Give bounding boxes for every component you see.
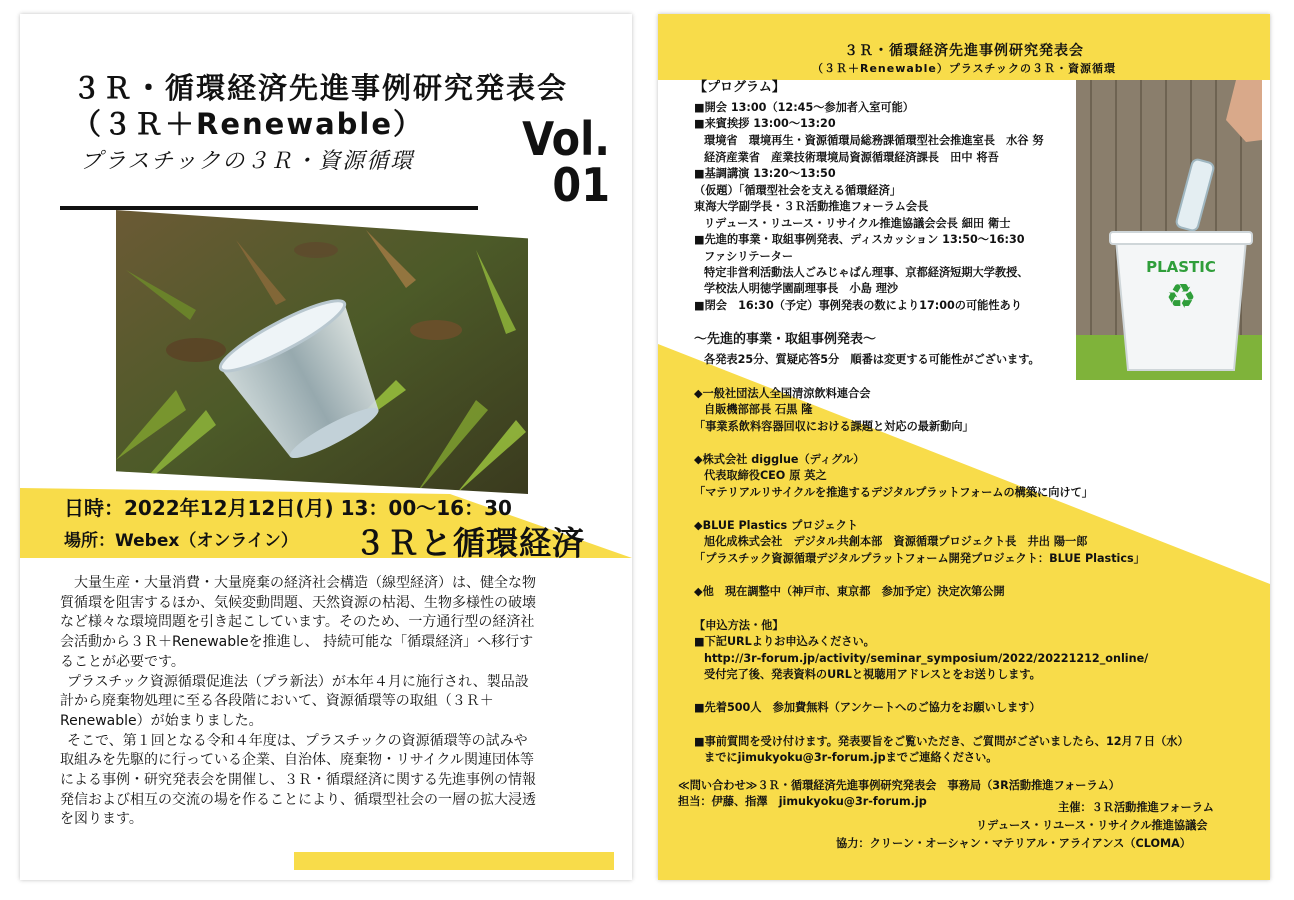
intro-line: による事例・研究発表会を開催し、３Ｒ・循環経済に関する先進事例の情報 [60,772,536,789]
cooperation-line [836,836,1191,851]
event-title: ３Ｒ・循環経済先進事例研究発表会 [72,71,569,105]
coop-name: クリーン・オーシャン・マテリアル・アライアンス（CLOMA） [869,837,1191,850]
host-label: 主催： [1058,801,1092,814]
intro-line: 会活動から３Ｒ＋Renewableを推進し、 持続可能な「循環経済」へ移行す [60,634,534,651]
intro-line: ることが必要です。 [60,653,185,670]
volume-badge [520,112,610,212]
apply-title: 【申込方法・他】 [694,619,784,632]
program-item: ■先進的事業・取組事例発表、ディスカッション 13:50〜16:30 [694,233,1025,246]
host-name-2: リデュース・リユース・リサイクル推進協議会 [976,819,1208,832]
program-item: ■基調講演 13:20〜13:50 [694,167,836,180]
program-item: 学校法人明徳学園副理事長 小島 理沙 [704,282,899,295]
program-item: 環境省 環境再生・資源循環局総務課循環型社会推進室長 水谷 努 [704,134,1044,147]
fee-info: ■先着500人 参加費無料（アンケートへのご協力をお願いします） [694,701,1041,714]
program-item: ■来賓挨拶 13:00〜13:20 [694,117,836,130]
case-1-title: 「事業系飲料容器回収における課題と対応の最新動向」 [694,420,974,433]
case-3-title: 「プラスチック資源循環デジタルプラットフォーム開発プロジェクト：BLUE Plastics」 [694,552,1145,565]
volume-label: Vol. [522,112,610,166]
intro-line: 計から廃棄物処理に至る各段階において、資源循環等の取組（３Ｒ＋ [60,693,494,710]
plastic-label: PLASTIC [1146,258,1216,276]
program-item: ■開会 13:00（12:45〜参加者入室可能） [694,101,914,114]
intro-line: 発信および相互の交流の場を作ることにより、循環型社会の一層の拡大浸透 [60,791,536,808]
plastic-cup-photo [116,210,528,494]
case-2-org: ◆株式会社 digglue（ディグル） [694,453,865,466]
cases-title: 〜先進的事業・取組事例発表〜 [694,332,877,347]
intro-line: プラスチック資源循環促進法（プラ新法）が本年４月に施行され、製品設 [67,673,529,690]
intro-line: Renewable）が始まりました。 [60,712,263,729]
case-1-org: ◆一般社団法人全国清涼飲料連合会 [694,387,871,400]
event-venue: 場所：Webex（オンライン） [64,531,298,551]
program-item: ファシリテーター [704,250,794,263]
case-4-note: ◆他 現在調整中（神戸市、東京都 参加予定）決定次第公開 [694,585,1005,598]
program-title: 【プログラム】 [694,80,785,95]
coop-label: 協力： [836,837,870,850]
event-date: 日時：2022年12月12日(月) 13：00〜16：30 [64,496,512,520]
program-header-title: ３Ｒ・循環経済先進事例研究発表会 [844,43,1084,59]
intro-line: 大量生産・大量消費・大量廃棄の経済社会構造（線型経済）は、健全な物 [74,575,536,591]
intro-line: 取組みを先駆的に行っている企業、自治体、廃棄物・リサイクル関連団体等 [60,752,535,769]
question-info-2: までにjimukyoku@3r-forum.jpまでご連絡ください。 [704,751,998,764]
apply-url[interactable]: http://3r-forum.jp/activity/seminar_symposium/2022/20221212_online/ [704,652,1149,665]
slogan: ３Ｒと循環経済 [354,524,586,562]
case-2-title: 「マテリアルリサイクルを推進するデジタルプラットフォームの構築に向けて」 [694,486,1093,499]
program-item: 特定非営利活動法人ごみじゃぱん理事、京都経済短期大学教授、 [704,266,1029,279]
apply-instruction: ■下記URLよりお申込みください。 [694,635,875,648]
program-item: 経済産業省 産業技術環境局資源循環経済課長 田中 将吾 [704,151,999,164]
program-item: （仮題）「循環型社会を支える循環経済」 [694,184,901,197]
case-1-speaker: 自販機部部長 石黒 隆 [704,403,813,416]
plastic-bin-photo [1076,80,1262,380]
program-item: リデュース・リユース・リサイクル推進協議会会長 細田 衛士 [704,217,1011,230]
apply-note: 受付完了後、発表資料のURLと視聴用アドレスとをお送りします。 [704,668,1041,681]
program-header-subtitle: （３Ｒ＋Renewable）プラスチックの３Ｒ・資源循環 [811,62,1117,75]
footer-accent-bar [294,852,614,870]
case-3-org: ◆BLUE Plastics プロジェクト [694,519,858,532]
intro-text [60,574,600,830]
case-3-speaker: 旭化成株式会社 デジタル共創本部 資源循環プロジェクト長 井出 陽一郎 [704,535,1088,548]
contact-line: ≪問い合わせ≫３Ｒ・循環経済先進事例研究発表会 事務局（3R活動推進フォーラム） [678,779,1120,792]
volume-number: 01 [552,158,610,212]
title-divider [60,206,478,210]
host-name: ３Ｒ活動推進フォーラム [1091,801,1214,814]
program-item: 東海大学副学長・３Ｒ活動推進フォーラム会長 [694,200,929,213]
host-line [1058,800,1214,815]
event-theme: プラスチックの３Ｒ・資源循環 [80,149,415,174]
flyer-program-page [658,14,1270,880]
question-info: ■事前質問を受け付けます。発表要旨をご覧いただき、ご質問がございましたら、12月７日（水） [694,735,1189,748]
event-subtitle: （３Ｒ＋Renewable） [72,107,425,141]
contact-person: 担当：伊藤、指澤 jimukyoku@3r-forum.jp [678,795,927,808]
intro-line: など様々な環境問題を引き起こしています。そのため、一方通行型の経済社 [60,614,535,631]
program-item: ■閉会 16:30（予定）事例発表の数により17:00の可能性あり [694,299,1022,312]
intro-line: 質循環を阻害するほか、気候変動問題、天然資源の枯渇、生物多様性の破壊 [60,594,536,611]
intro-line: を図ります。 [60,811,143,828]
cases-note: 各発表25分、質疑応答5分 順番は変更する可能性がございます。 [704,353,1040,366]
intro-line: そこで、第１回となる令和４年度は、プラスチックの資源循環等の試みや [67,732,528,749]
flyer-front-page [20,14,632,880]
case-2-speaker: 代表取締役CEO 原 英之 [704,469,827,482]
recycle-icon: ♻ [1165,277,1197,317]
